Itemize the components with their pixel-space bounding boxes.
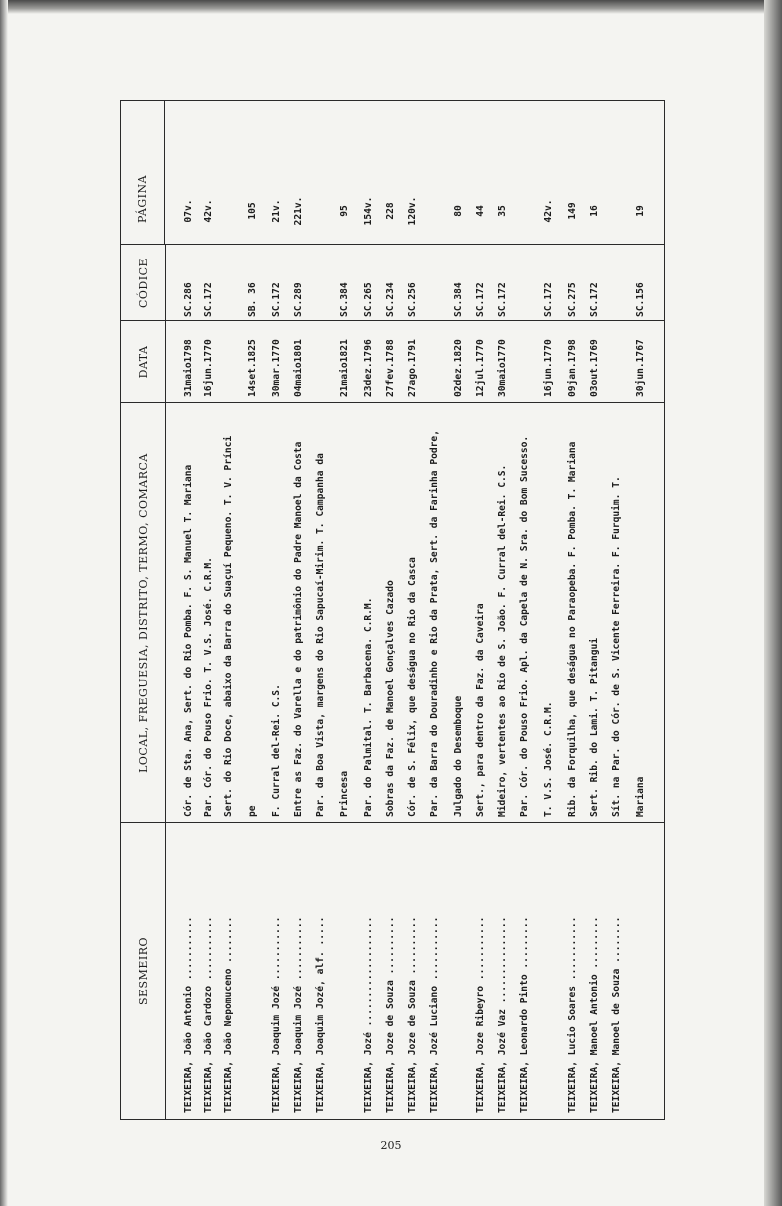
row-sesmeiro: TEIXEIRA, Joaquim Jozé ...........: [271, 916, 282, 1113]
header-data: DATA: [121, 321, 166, 403]
row-data: 31maio1798: [183, 339, 194, 397]
row-data: [515, 323, 535, 397]
row-local: Sert., para dentro da Faz. da Caveira: [475, 603, 486, 817]
row-codice: [515, 249, 535, 317]
row-sesmeiro: TEIXEIRA, Joze Ribeyro ...........: [475, 916, 486, 1113]
row-data: 23dez.1796: [363, 339, 374, 397]
row-pagina: 149: [567, 202, 578, 220]
row-sesmeiro: TEIXEIRA, Lucio Soares ...........: [567, 916, 578, 1113]
row-sesmeiro: TEIXEIRA, Joaquim Jozé, alf. .....: [315, 916, 326, 1113]
row-codice: SC.234: [385, 282, 396, 317]
row-data: 16jun.1770: [543, 339, 554, 397]
row-data: 02dez.1820: [453, 339, 464, 397]
row-sesmeiro: TEIXEIRA, Leonardo Pinto .........: [519, 916, 530, 1113]
header-local: LOCAL, FREGUESIA, DISTRITO, TERMO, COMARCA: [121, 403, 166, 823]
row-pagina: 07v.: [183, 199, 194, 223]
row-pagina: [311, 183, 331, 239]
row-data: [425, 323, 445, 397]
row-data: 14set.1825: [247, 339, 258, 397]
row-pagina: [425, 183, 445, 239]
row-local: Cór. de S. Félix, que deságua no Rio da Casca: [407, 557, 418, 817]
row-sesmeiro: TEIXEIRA, Jozé ...................: [363, 916, 374, 1113]
row-local: Rib. da Forquilha, que deságua no Paraopeba. F. Pomba. T. Mariana: [567, 441, 578, 817]
row-sesmeiro: [243, 825, 263, 1113]
row-pagina: 120v.: [407, 196, 418, 226]
row-pagina: 19: [635, 205, 646, 217]
row-codice: SC.275: [567, 282, 578, 317]
row-local: Mariana: [635, 776, 646, 817]
row-data: [311, 323, 331, 397]
row-local: Sert. Rib. do Lami. T. Pitangui: [589, 637, 600, 817]
row-data: 27ago.1791: [407, 339, 418, 397]
row-pagina: 42v.: [543, 199, 554, 223]
row-data: 30mar.1770: [271, 339, 282, 397]
row-data: 21maio1821: [339, 339, 350, 397]
column-divider: [121, 244, 664, 245]
row-local: Princesa: [339, 770, 350, 817]
row-local: Par. da Barra do Douradinho e Rio da Prata, Sert. da Farinha Podre,: [429, 430, 440, 817]
row-pagina: 80: [453, 205, 464, 217]
row-pagina: 95: [339, 205, 350, 217]
row-codice: SC.172: [271, 282, 282, 317]
rotated-table-content: [121, 101, 664, 1119]
row-codice: SC.256: [407, 282, 418, 317]
row-pagina: [219, 183, 239, 239]
scan-left-edge: [0, 0, 8, 1206]
column-divider: [121, 402, 664, 403]
row-codice: SC.265: [363, 282, 374, 317]
row-sesmeiro: TEIXEIRA, João Antonio ...........: [183, 916, 194, 1113]
row-pagina: 16: [589, 205, 600, 217]
row-pagina: 228: [385, 202, 396, 220]
row-sesmeiro: TEIXEIRA, Manoel de Souza ........: [611, 916, 622, 1113]
row-data: 16jun.1770: [203, 339, 214, 397]
column-divider: [121, 822, 664, 823]
row-data: 27fev.1788: [385, 339, 396, 397]
row-data: 03out.1769: [589, 339, 600, 397]
header-pagina: PÁGINA: [121, 101, 165, 245]
row-pagina: [607, 183, 627, 239]
row-pagina: 44: [475, 205, 486, 217]
row-data: 09jan.1798: [567, 339, 578, 397]
row-sesmeiro: [631, 825, 651, 1113]
row-sesmeiro: [449, 825, 469, 1113]
row-local: Mideiro, vertentes ao Rio de S. João. F. Curral del-Rei. C.S.: [497, 464, 508, 817]
row-codice: SC.384: [453, 282, 464, 317]
row-pagina: 42v.: [203, 199, 214, 223]
column-divider: [121, 320, 664, 321]
row-data: 30maio1770: [497, 339, 508, 397]
row-codice: SC.156: [635, 282, 646, 317]
row-local: Cór. de Sta. Ana, Sert. do Rio Pomba. F. S. Manuel T. Mariana: [183, 464, 194, 817]
row-sesmeiro: [335, 825, 355, 1113]
row-sesmeiro: TEIXEIRA, Joze de Souza ..........: [385, 916, 396, 1113]
row-codice: [607, 249, 627, 317]
row-local: Sobras da Faz. de Manoel Gonçalves Cazado: [385, 580, 396, 817]
row-codice: SC.172: [497, 282, 508, 317]
row-codice: SC.289: [293, 282, 304, 317]
row-sesmeiro: [539, 825, 559, 1113]
row-data: [607, 323, 627, 397]
header-codice: CÓDICE: [121, 245, 166, 321]
row-codice: [219, 249, 239, 317]
row-sesmeiro: TEIXEIRA, Jozé Vaz ...............: [497, 916, 508, 1113]
row-data: 04maio1801: [293, 339, 304, 397]
row-local: Par. Cór. do Pouso Frio. Apl. da Capela de N. Sra. do Bom Sucesso.: [519, 435, 530, 817]
row-sesmeiro: TEIXEIRA, Joze de Souza ..........: [407, 916, 418, 1113]
row-data: [219, 323, 239, 397]
row-codice: [425, 249, 445, 317]
row-data: 12jul.1770: [475, 339, 486, 397]
row-codice: SC.384: [339, 282, 350, 317]
row-pagina: 221v.: [293, 196, 304, 226]
row-local: F. Curral del-Rei. C.S.: [271, 684, 282, 817]
scan-right-edge: [764, 0, 782, 1206]
row-local: pe: [247, 805, 258, 817]
row-pagina: 21v.: [271, 199, 282, 223]
scan-top-edge: [0, 0, 782, 14]
row-pagina: 35: [497, 205, 508, 217]
row-local: Sít. na Par. do Cór. de S. Vicente Ferreira. F. Furquim. T.: [611, 476, 622, 817]
row-local: Sert. do Rio Doce, abaixo da Barra do Suaçuí Pequeno. T. V. Prínci: [223, 435, 234, 817]
row-sesmeiro: TEIXEIRA, Jozé Luciano ...........: [429, 916, 440, 1113]
row-local: Par. do Palmital. T. Barbacena. C.R.M.: [363, 597, 374, 817]
row-sesmeiro: TEIXEIRA, João Nepomuceno ........: [223, 916, 234, 1113]
row-codice: SC.172: [589, 282, 600, 317]
row-pagina: [515, 183, 535, 239]
row-codice: SB. 36: [247, 282, 258, 317]
row-data: 30jun.1767: [635, 339, 646, 397]
row-local: Entre as Faz. do Varella e do patrimônio do Padre Manoel da Costa: [293, 441, 304, 817]
row-pagina: 154v.: [363, 196, 374, 226]
row-pagina: 105: [247, 202, 258, 220]
row-sesmeiro: TEIXEIRA, João Cardozo ...........: [203, 916, 214, 1113]
row-codice: [311, 249, 331, 317]
row-local: Julgado do Desemboque: [453, 695, 464, 817]
row-codice: SC.172: [475, 282, 486, 317]
row-codice: SC.172: [543, 282, 554, 317]
header-sesmeiro: SESMEIRO: [121, 823, 166, 1119]
sesmarias-table: [120, 100, 665, 1120]
row-local: Par. da Boa Vista, margens do Rio Sapucaí-Mirim. T. Campanha da: [315, 453, 326, 817]
row-sesmeiro: TEIXEIRA, Joaquim Jozé ...........: [293, 916, 304, 1113]
row-codice: SC.286: [183, 282, 194, 317]
page-number: 205: [380, 1139, 402, 1152]
row-local: Par. Cór. do Pouso Frio. T. V.S. José. C.R.M.: [203, 557, 214, 817]
row-sesmeiro: TEIXEIRA, Manoel Antonio .........: [589, 916, 600, 1113]
row-codice: SC.172: [203, 282, 214, 317]
row-local: T. V.S. José. C.R.M.: [543, 701, 554, 817]
